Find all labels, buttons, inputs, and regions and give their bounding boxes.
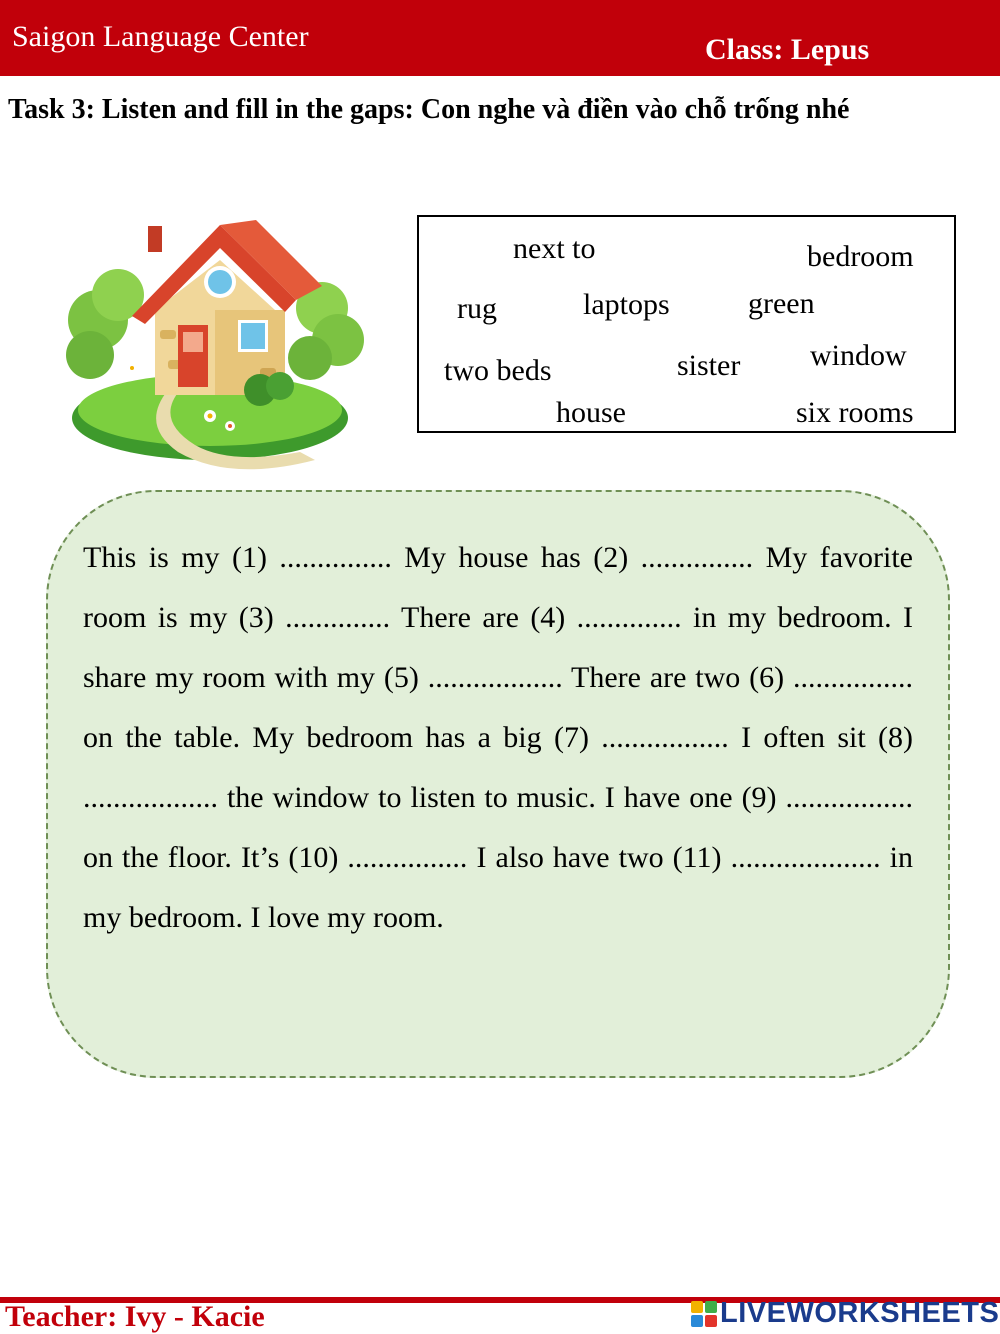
- header-bar: [0, 0, 1000, 76]
- passage-text: This is my (1) ............... My house has (2) ............... My favorite room is my (3) .............. There are (4) .............. in my bedroom. I share my room with my (5) .................. There are two (6) ................ on the table. My bedroom has a big (7) ................. I often sit (8) .................. the window to listen to music. I have one (9) ................. on the floor. It’s (10) ................ I also have two (11) .................... in my bedroom. I love my room.: [83, 541, 913, 934]
- word-bank: [417, 215, 956, 433]
- word-window: window: [810, 339, 907, 372]
- center-name: Saigon Language Center: [12, 20, 309, 53]
- word-house: house: [556, 396, 626, 429]
- word-six-rooms: six rooms: [796, 396, 914, 429]
- word-next-to: next to: [513, 232, 596, 265]
- word-bedroom: bedroom: [807, 240, 914, 273]
- class-name: Class: Lepus: [705, 33, 870, 66]
- task-title: Task 3: Listen and fill in the gaps: Con nghe và điền vào chỗ trống nhé: [8, 94, 850, 125]
- word-rug: rug: [457, 292, 497, 325]
- liveworksheets-icon: [690, 1300, 718, 1328]
- word-sister: sister: [677, 349, 741, 382]
- liveworksheets-brand: LIVEWORKSHEETS: [720, 1297, 1000, 1329]
- word-two-beds: two beds: [444, 354, 552, 387]
- house-illustration: [60, 190, 370, 475]
- word-laptops: laptops: [583, 288, 670, 321]
- liveworksheets-logo[interactable]: [690, 1297, 999, 1330]
- word-green: green: [748, 287, 815, 320]
- teacher-name: Teacher: Ivy - Kacie: [5, 1300, 265, 1333]
